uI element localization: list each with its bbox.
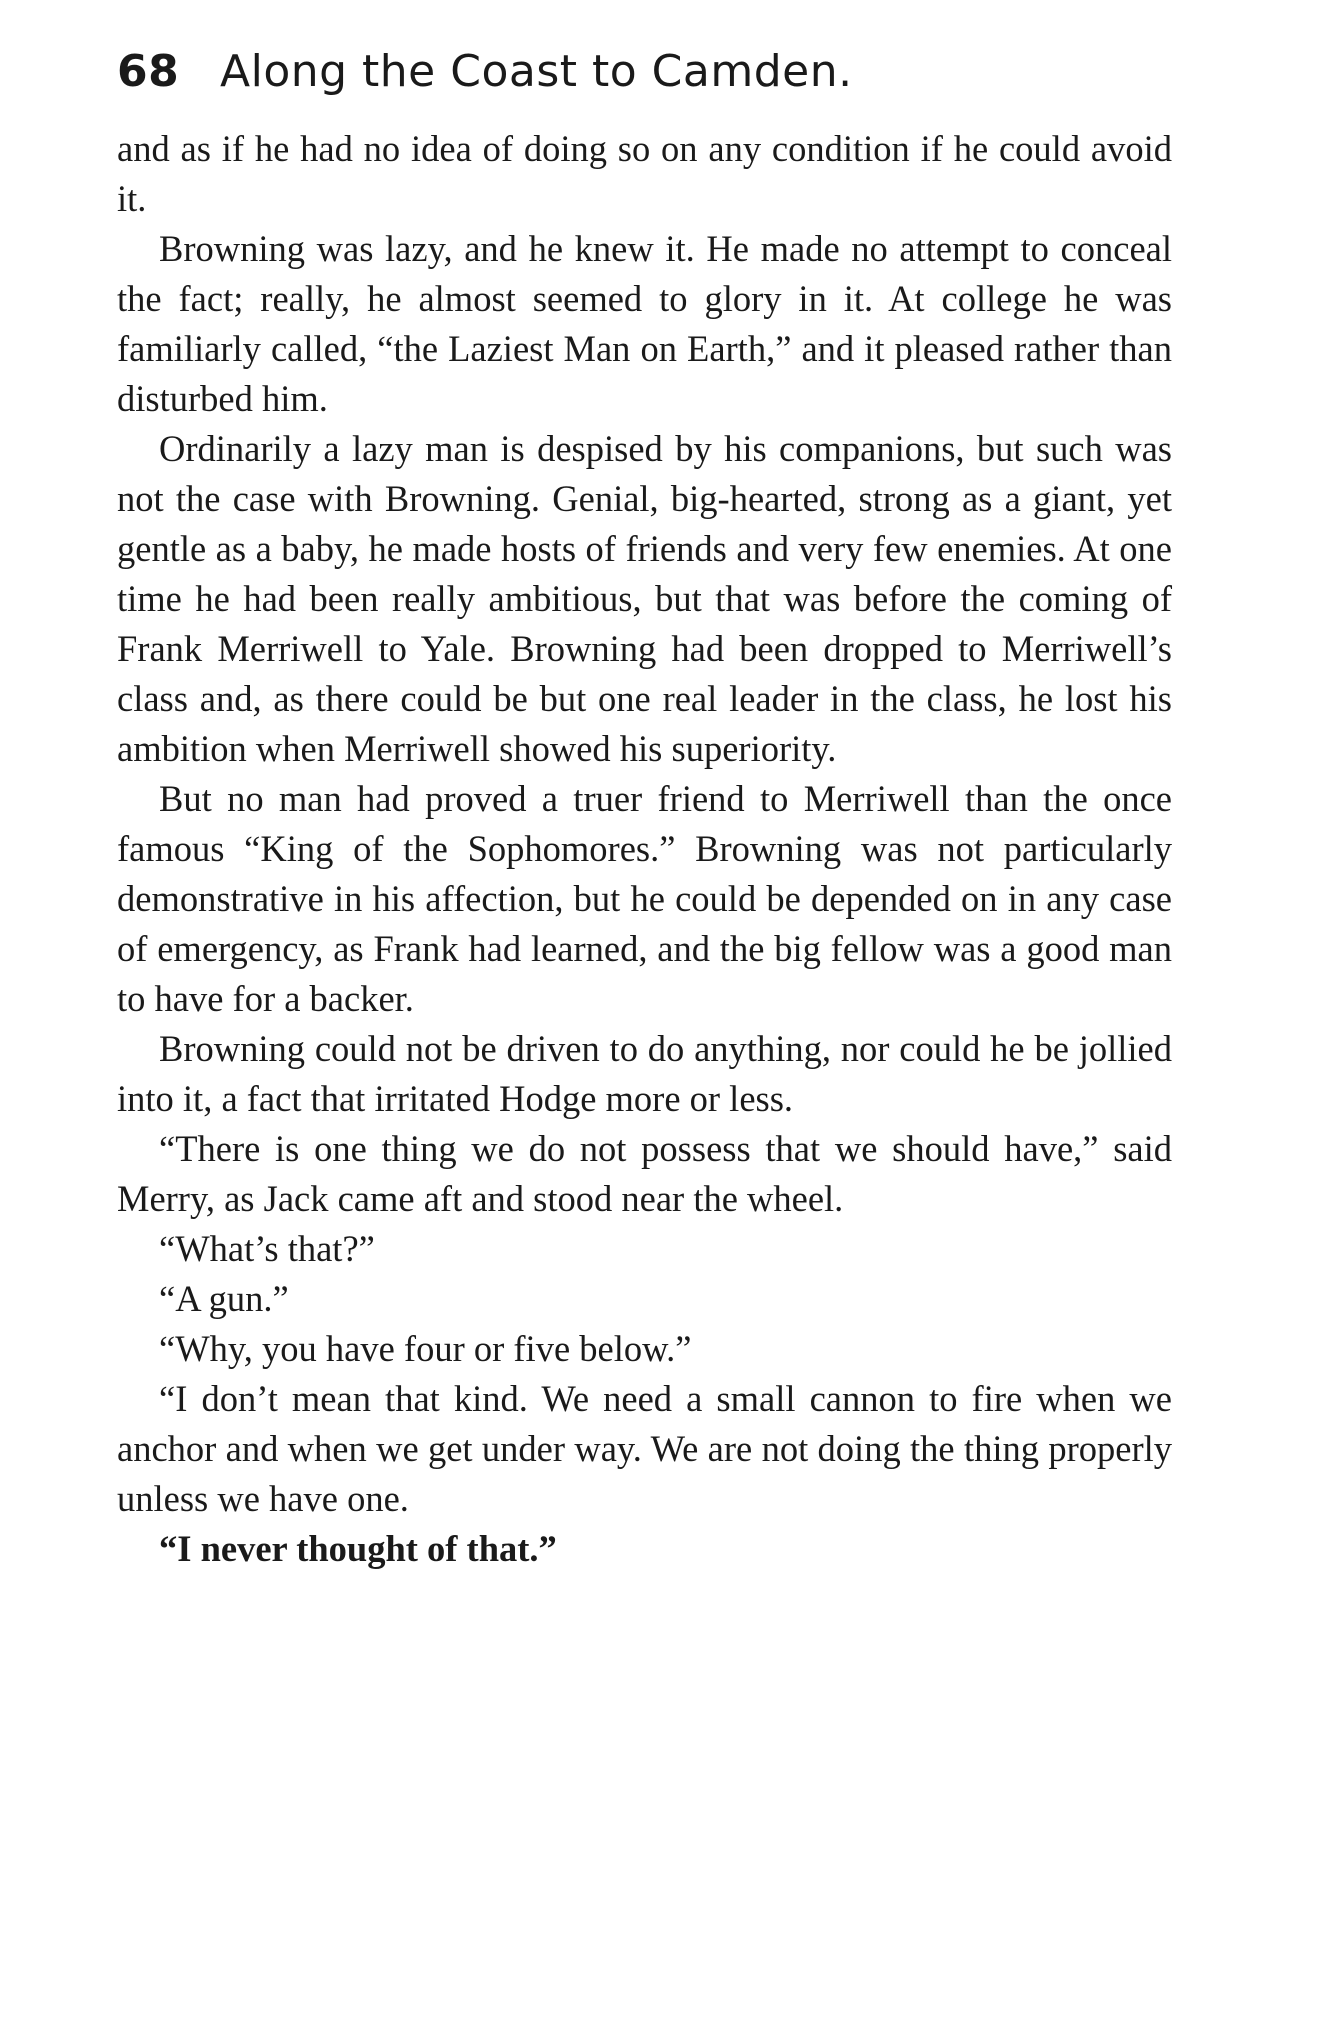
paragraph-truer-friend: But no man had proved a truer friend to Merriwell than the once famous “King of the Sophomores.” Browning was not particularly demonstrative in his affection, but he could be depended on in any case of emergency, as Frank had learned, and the big fellow was a good man to have for a backer. bbox=[117, 778, 1172, 1019]
paragraph-dialogue-small-cannon: “I don’t mean that kind. We need a small cannon to fire when we anchor and when we get under way. We are not doing the thing properly unless we have one. bbox=[117, 1378, 1172, 1519]
paragraph-dialogue-a-gun: “A gun.” bbox=[159, 1278, 289, 1319]
paragraph-continuation: and as if he had no idea of doing so on any condition if he could avoid it. bbox=[117, 128, 1172, 219]
page-header bbox=[117, 46, 1172, 124]
paragraph-dialogue-gun-question: “There is one thing we do not possess that we should have,” said Merry, as Jack came aft and stood near the wheel. bbox=[117, 1128, 1172, 1219]
paragraph-browning-lazy: Browning was lazy, and he knew it. He made no attempt to conceal the fact; really, he almost seemed to glory in it. At college he was familiarly called, “the Laziest Man on Earth,” and it pleased rather than disturbed him. bbox=[117, 228, 1172, 419]
book-page bbox=[117, 46, 1172, 1574]
body-text bbox=[117, 124, 1172, 1574]
paragraph-dialogue-whats-that: “What’s that?” bbox=[159, 1228, 375, 1269]
paragraph-not-driven: Browning could not be driven to do anything, nor could he be jollied into it, a fact that irritated Hodge more or less. bbox=[117, 1028, 1172, 1119]
paragraph-dialogue-never-thought: “I never thought of that.” bbox=[159, 1528, 557, 1569]
paragraph-ordinarily: Ordinarily a lazy man is despised by his companions, but such was not the case with Browning. Genial, big-hearted, strong as a giant, yet gentle as a baby, he made hosts of friends and very few enemies. At one time he had been really ambitious, but that was before the coming of Frank Merriwell to Yale. Browning had been dropped to Merriwell’s class and, as there could be but one real leader in the class, he lost his ambition when Merriwell showed his superiority. bbox=[117, 428, 1172, 769]
running-title: Along the Coast to Camden. bbox=[220, 46, 853, 97]
page-number: 68 bbox=[117, 46, 180, 97]
paragraph-dialogue-four-or-five: “Why, you have four or five below.” bbox=[159, 1328, 692, 1369]
